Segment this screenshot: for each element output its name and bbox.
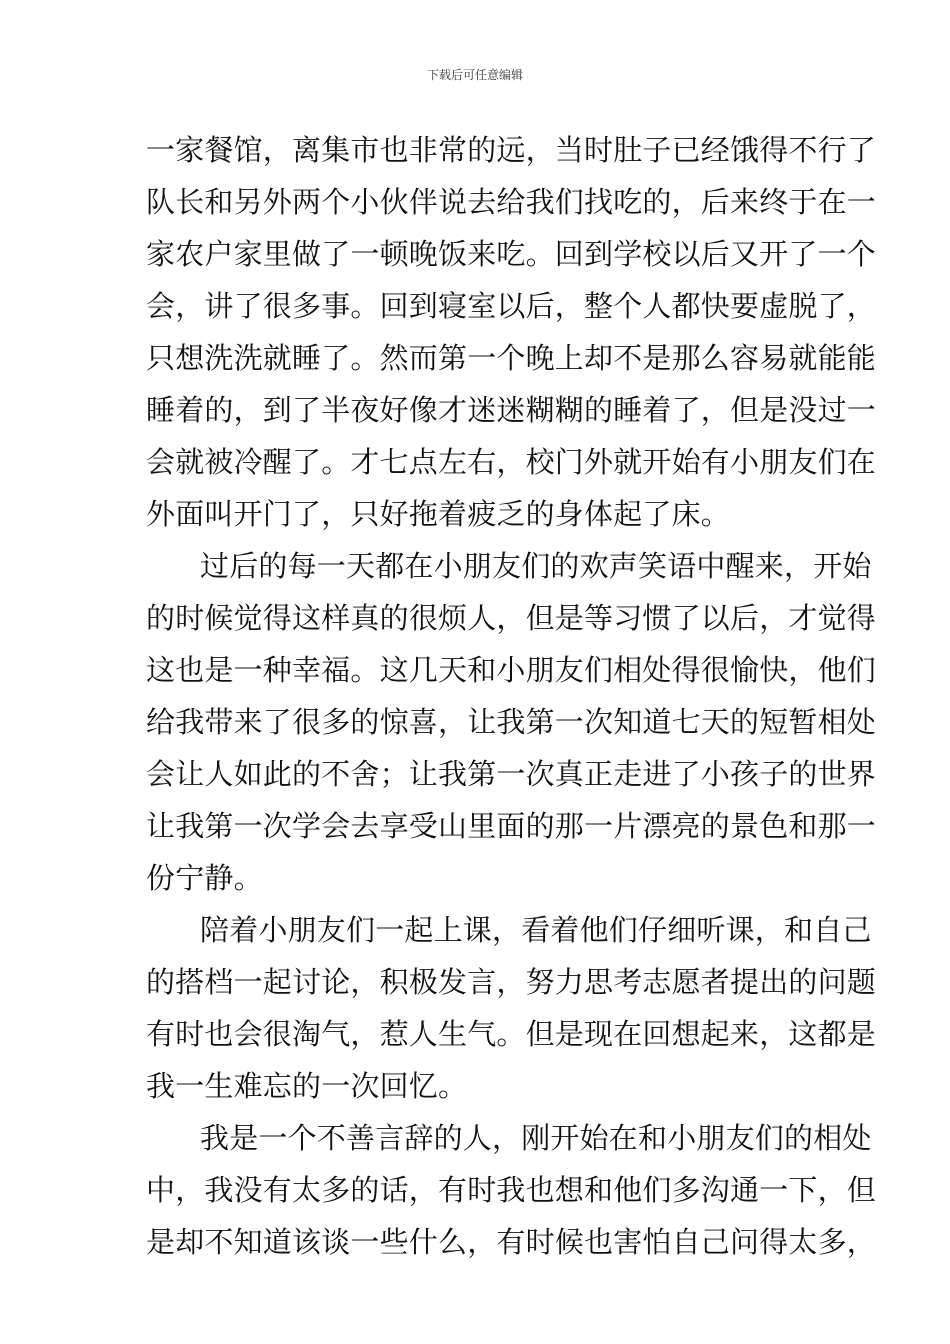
paragraph [146, 124, 877, 540]
text-line: 睡着的，到了半夜好像才迷迷糊糊的睡着了，但是没过一 [146, 393, 877, 427]
text-line: 会，讲了很多事。回到寝室以后，整个人都快要虚脱了， [146, 289, 877, 323]
text-line: 给我带来了很多的惊喜，让我第一次知道七天的短暂相处 [146, 705, 877, 739]
paragraph [146, 904, 877, 1112]
text-line: 会就被冷醒了。才七点左右，校门外就开始有小朋友们在 [146, 445, 877, 479]
paragraph [146, 1112, 877, 1268]
page-header: 下载后可任意编辑 [426, 68, 523, 82]
text-line: 会让人如此的不舍；让我第一次真正走进了小孩子的世界 [146, 757, 877, 791]
paragraph [146, 540, 877, 904]
text-line: 中，我没有太多的话，有时我也想和他们多沟通一下，但 [146, 1173, 877, 1207]
document-body [146, 124, 877, 1268]
text-line: 队长和另外两个小伙伴说去给我们找吃的，后来终于在一 [146, 185, 877, 219]
text-line: 这也是一种幸福。这几天和小朋友们相处得很愉快，他们 [146, 653, 877, 687]
text-line: 过后的每一天都在小朋友们的欢声笑语中醒来，开始 [200, 549, 872, 583]
text-line: 我一生难忘的一次回忆。 [146, 1069, 468, 1103]
text-line: 是却不知道该谈一些什么，有时候也害怕自己问得太多， [146, 1225, 877, 1259]
text-line: 家农户家里做了一顿晚饭来吃。回到学校以后又开了一个 [146, 237, 877, 271]
text-line: 我是一个不善言辞的人，刚开始在和小朋友们的相处 [200, 1121, 872, 1155]
text-line: 的搭档一起讨论，积极发言，努力思考志愿者提出的问题 [146, 965, 877, 999]
text-line: 有时也会很淘气，惹人生气。但是现在回想起来，这都是 [146, 1017, 877, 1051]
text-line: 一家餐馆，离集市也非常的远，当时肚子已经饿得不行了 [146, 133, 877, 167]
text-line: 外面叫开门了，只好拖着疲乏的身体起了床。 [146, 497, 731, 531]
text-line: 只想洗洗就睡了。然而第一个晚上却不是那么容易就能能 [146, 341, 877, 375]
text-line: 陪着小朋友们一起上课，看着他们仔细听课，和自己 [200, 913, 872, 947]
text-line: 份宁静。 [146, 861, 263, 895]
text-line: 的时候觉得这样真的很烦人，但是等习惯了以后，才觉得 [146, 601, 877, 635]
text-line: 让我第一次学会去享受山里面的那一片漂亮的景色和那一 [146, 809, 877, 843]
